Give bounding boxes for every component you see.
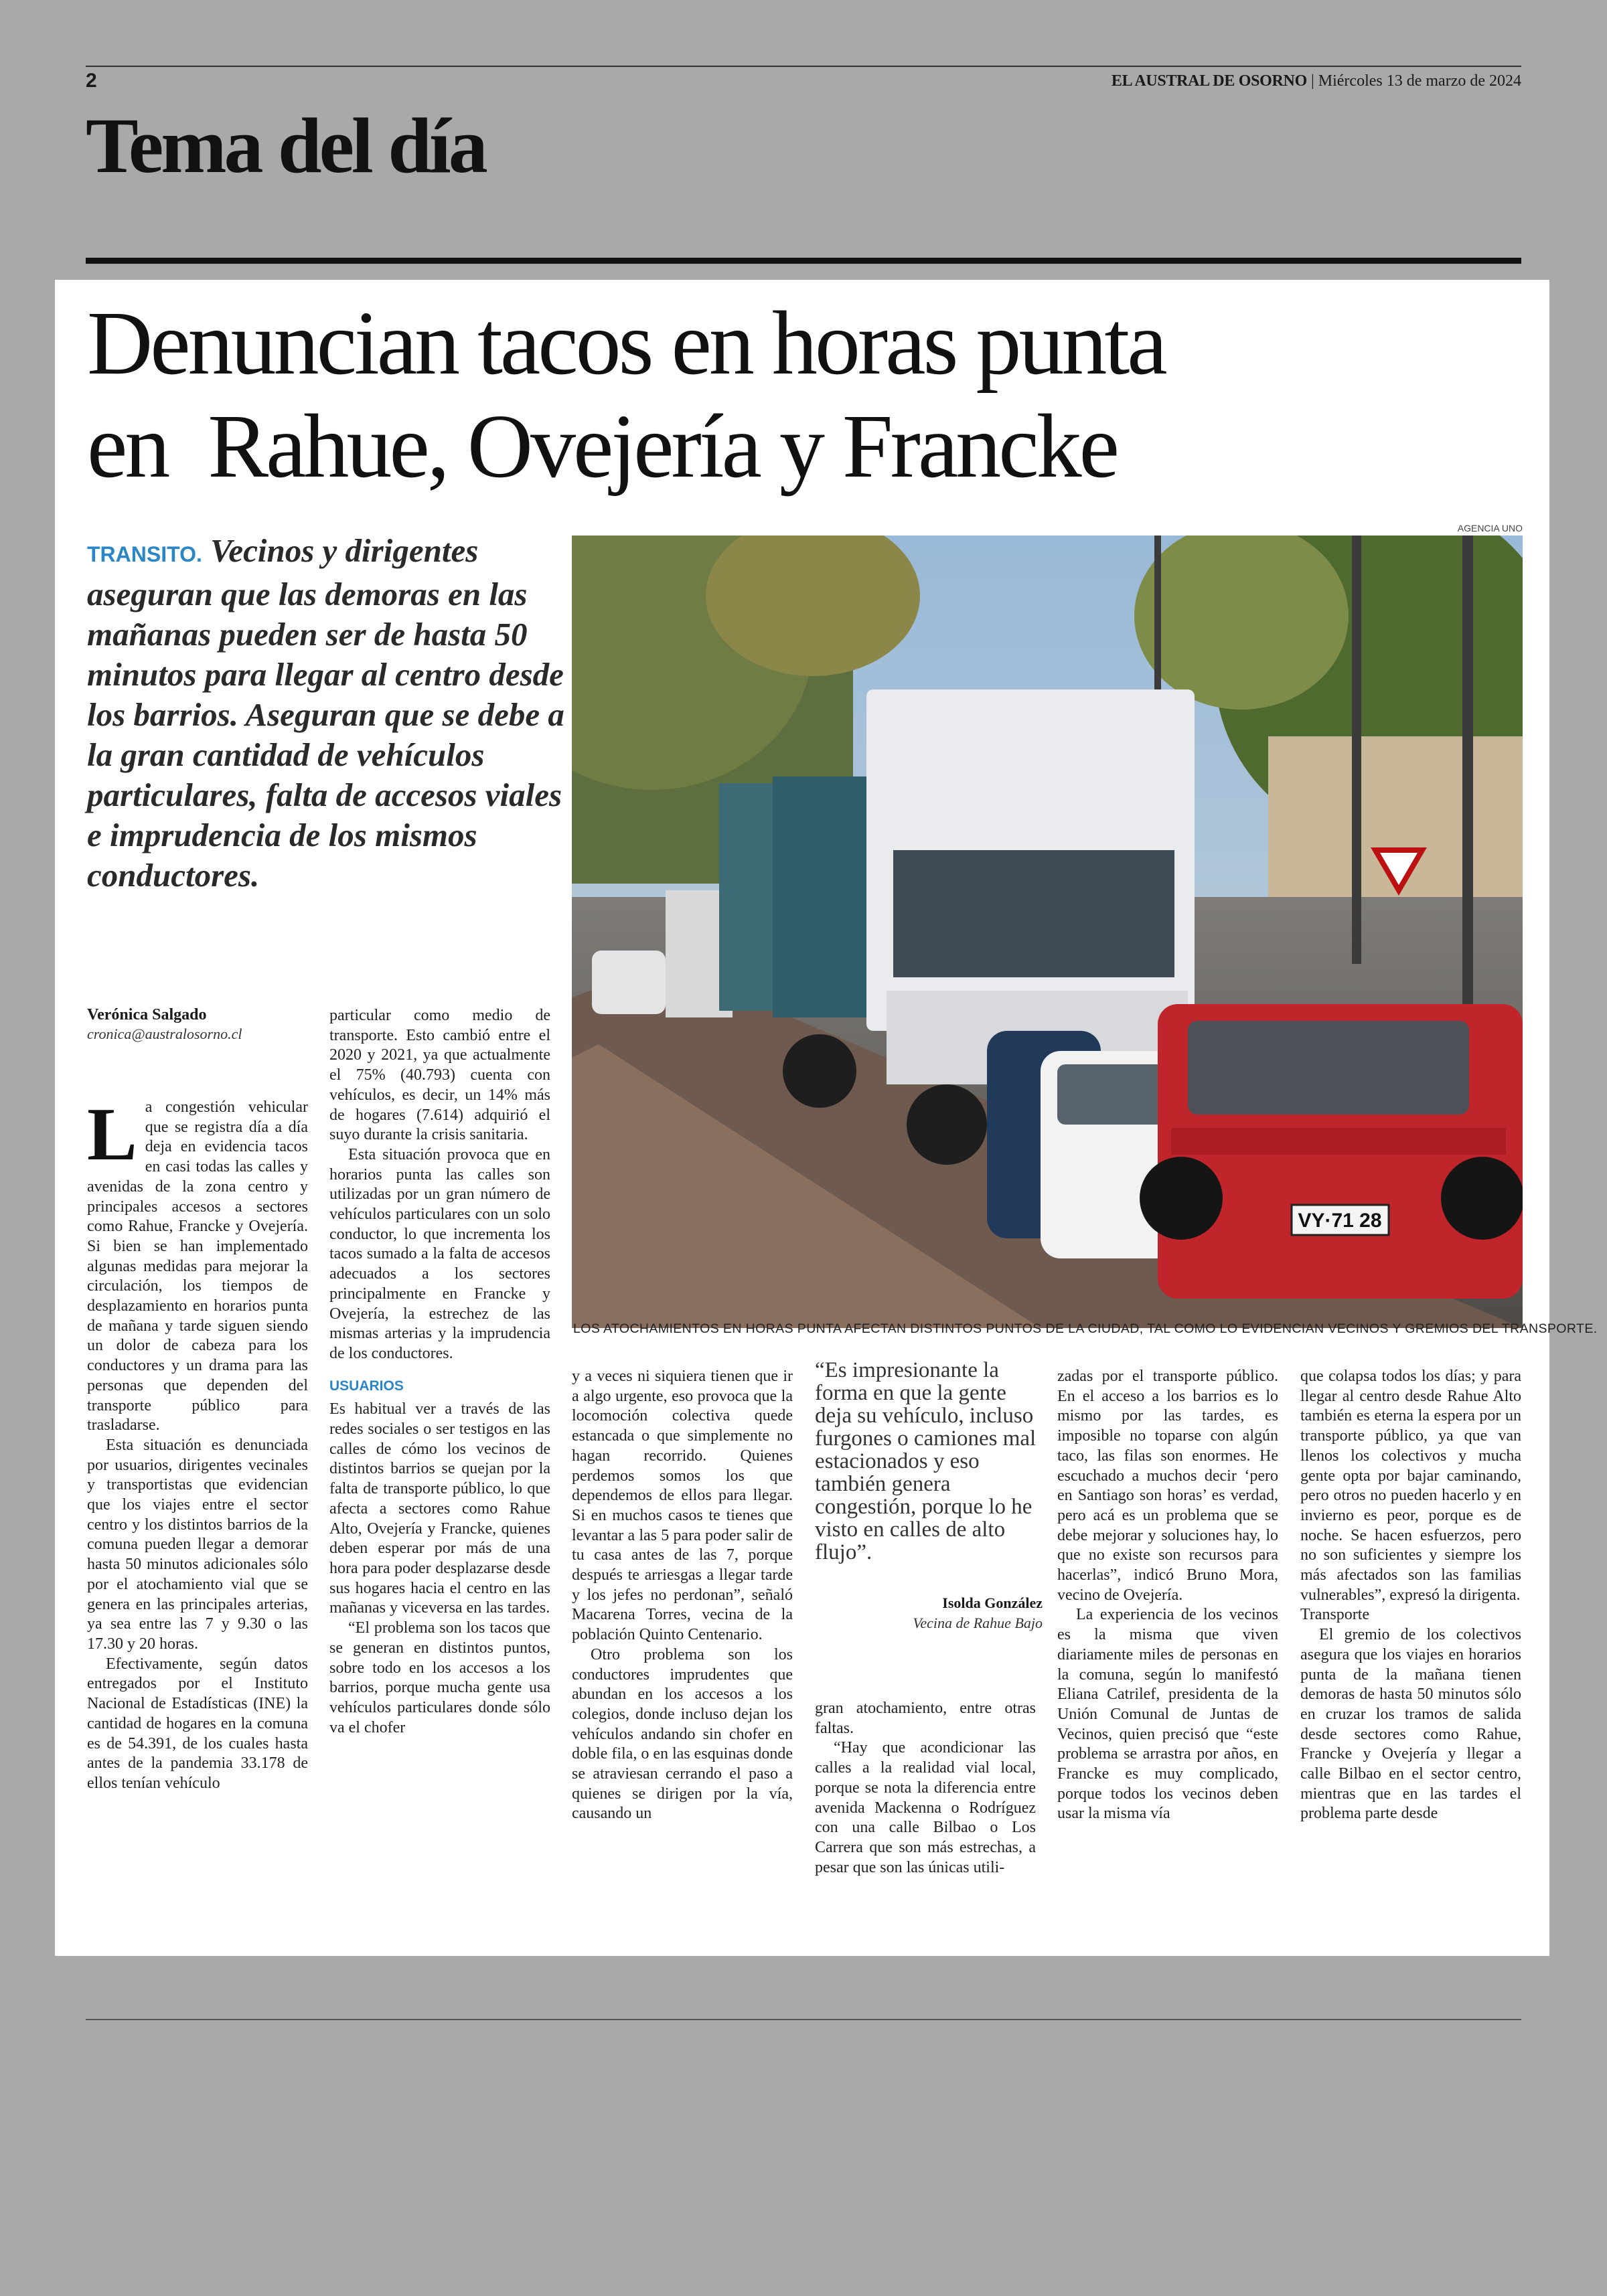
lead-text: Vecinos y dirigentes aseguran que las demoras en las mañanas pueden ser de hasta 50 minutos para llegar al centro desde los barrios. Aseguran que se debe a la gran cantidad de vehículos particulares, falta de accesos viales e imprudencia de los mismos conductores. [87,532,564,894]
subhead-usuarios: USUARIOS [329,1378,404,1394]
publication-date: Miércoles 13 de marzo de 2024 [1318,72,1521,90]
headline-line-2: en Rahue, Ovejería y Francke [87,396,1117,497]
headline [87,292,1527,498]
drop-cap: L [87,1093,137,1176]
headline-line-1: Denuncian tacos en horas punta [87,293,1165,394]
body-paragraph: zadas por el transporte público. En el acceso a los barrios es lo mismo por las tardes, es imposible no toparse con algún taco, las filas son enormes. He escuchado a muchos decir ‘pero en Santiago son horas’ es verdad, pero acá es un problema que se debe mejorar y soluciones hay, lo que no existe son recursos para hacerlas”, indicó Bruno Mora, vecino de Ovejería. [1057,1368,1278,1604]
author-email: cronica@australosorno.cl [87,1026,242,1042]
body-column-6 [1300,1367,1521,1824]
masthead: EL AUSTRAL DE OSORNO | Miércoles 13 de marzo de 2024 [1111,72,1521,90]
page-number: 2 [86,70,97,92]
section-bar [86,258,1521,264]
license-plate: VY·71 28 [1298,1210,1382,1232]
body-column-3 [572,1367,793,1824]
publication-name: EL AUSTRAL DE OSORNO [1111,72,1307,90]
body-paragraph: El gremio de los colectivos asegura que los viajes en horarios punta de la mañana tienen demoras de hasta 50 minutos sólo en cruzar los tramos de salida desde sectores como Rahue, Francke y Ovejería y llegar a calle Bilbao en el sector centro, mientras que en las tardes el problema parte desde [1300,1626,1521,1823]
kicker: TRANSITO. [87,542,202,566]
lead-paragraph [87,531,569,896]
photo-credit: AGENCIA UNO [1457,523,1523,534]
body-paragraph: gran atochamiento, entre otras faltas. [815,1700,1036,1737]
body-paragraph: Efectivamente, según datos entregados por el Instituto Nacional de Estadísticas (INE) la cantidad de hogares en la comuna es de 54.391, de los cuales hasta antes de la pandemia 33.178 de ellos tenían vehículo [87,1655,308,1792]
body-column-5 [1057,1367,1278,1824]
pull-quote [815,1359,1043,1632]
body-column-4 [815,1699,1036,1878]
section-title: Tema del día [86,102,485,189]
body-paragraph: “Hay que acondicionar las calles a la realidad vial local, porque se nota la diferencia entre avenida Mackenna o Rodríguez con una calle Bilbao o Los Carrera que son más estrechas, a pesar que son las únicas utili- [815,1739,1036,1876]
body-column-1 [87,1093,308,1794]
body-paragraph: Esta situación es denunciada por usuarios, dirigentes vecinales y transportistas que evidencian que los viajes entre el sector centro y los distintos barrios de la comuna pueden llegar a demorar hasta 50 minutos adicionales sólo por el atochamiento vial que se genera en las principales arterias, ya sea entre las 7 y 9.30 o las 17.30 y 20 horas. [87,1436,308,1653]
body-paragraph: “El problema son los tacos que se generan en distintos puntos, sobre todo en los accesos a los barrios, porque mucha gente usa vehículos particulares donde sólo va el chofer [329,1619,550,1736]
body-paragraph: particular como medio de transporte. Esto cambió entre el 2020 y 2021, ya que actualmente el 75% (40.793) cuenta con vehículos, es decir, un 14% más de hogares (7.614) adquirió el suyo durante la crisis sanitaria. [329,1007,550,1144]
author-name: Verónica Salgado [87,1006,207,1023]
body-paragraph: Otro problema son los conductores imprudentes que abundan en los accesos a los colegios, donde incluso dejan los vehículos andando sin chofer en doble fila, o en las esquinas donde se atraviesan cerrando el paso a quienes se dirigen por la vía, causando un [572,1645,793,1823]
body-paragraph [87,1093,308,1436]
pull-quote-role: Vecina de Rahue Bajo [913,1615,1043,1631]
bottom-rule [86,2019,1521,2020]
traffic-photo [572,536,1523,1328]
subsection-label: Transporte [1300,1606,1370,1624]
body-paragraph: que colapsa todos los días; y para llegar al centro desde Rahue Alto también es eterna la espera por un transporte público, ya que van llenos los colectivos y mucha gente opta por bajar caminando, pero otros no pueden hacerlo y en invierno es peor, porque es de noche. Se hacen esfuerzos, pero no son suficientes y siempre los más afectados son las familias vulnerables”, expresó la dirigenta. [1300,1368,1521,1604]
body-column-2 [329,1006,550,1738]
body-paragraph: Esta situación provoca que en horarios punta las calles son utilizadas por un gran número de vehículos particulares con un solo conductor, lo que incrementa los tacos sumado a la falta de accesos adecuados a los sectores principalmente en Francke y Ovejería, la estrechez de las mismas arterias y la imprudencia de los conductores. [329,1145,550,1362]
body-paragraph: La experiencia de los vecinos es la misma que viven diariamente miles de personas en la comuna, según lo manifestó Eliana Catrilef, presidenta de la Unión Comunal de Juntas de Vecinos, quien precisó que “este problema se arrastra por años, en Francke es muy complicado, porque todos los vecinos deben usar la misma vía [1057,1606,1278,1823]
byline [87,1006,341,1043]
article-panel [55,280,1598,1956]
paragraph-text: a congestión vehicular que se registra día a día deja en evidencia tacos en casi todas las calles y avenidas de la zona centro y principales accesos a sectores como Rahue, Francke y Ovejería. Si bien se han implementado algunas medidas para mejorar la circulación, los tiempos de desplazamiento en horarios punta de mañana y tarde siguen siendo un dolor de cabeza para los conductores y un drama para las personas que dependen del transporte público para trasladarse. [87,1098,308,1434]
top-rule [86,66,1521,67]
body-paragraph: y a veces ni siquiera tienen que ir a algo urgente, eso provoca que la locomoción colectiva quede estancada o que simplemente no hagan recorrido. Quienes perdemos somos los que dependemos de ellos para llegar. Si en muchos casos te tienes que levantar a las 5 para poder salir de tu casa antes de las 7, porque después te arriesgas a llegar tarde y los jefes no perdonan”, señaló Macarena Torres, vecina de la población Quinto Centenario. [572,1368,793,1644]
pull-quote-text: “Es impresionante la forma en que la gente deja su vehículo, incluso furgones o camiones mal estacionados y eso también genera congestión, porque lo he visto en calles de alto flujo”. [815,1358,1037,1564]
photo-caption: LOS ATOCHAMIENTOS EN HORAS PUNTA AFECTAN DISTINTOS PUNTOS DE LA CIUDAD, TAL COMO LO EVIDENCIAN VECINOS Y GREMIOS DEL TRANSPORTE. [573,1321,1598,1336]
body-paragraph: Es habitual ver a través de las redes sociales o ser testigos en las calles de cómo los vecinos de distintos barrios se quejan por la falta de transporte público, lo que afecta a sectores como Rahue Alto, Ovejería y Francke, quienes deben esperar por más de una hora para poder desplazarse desde sus hogares hacia el centro en las mañanas y viceversa en las tardes. [329,1400,550,1617]
pull-quote-author: Isolda González [942,1594,1043,1611]
